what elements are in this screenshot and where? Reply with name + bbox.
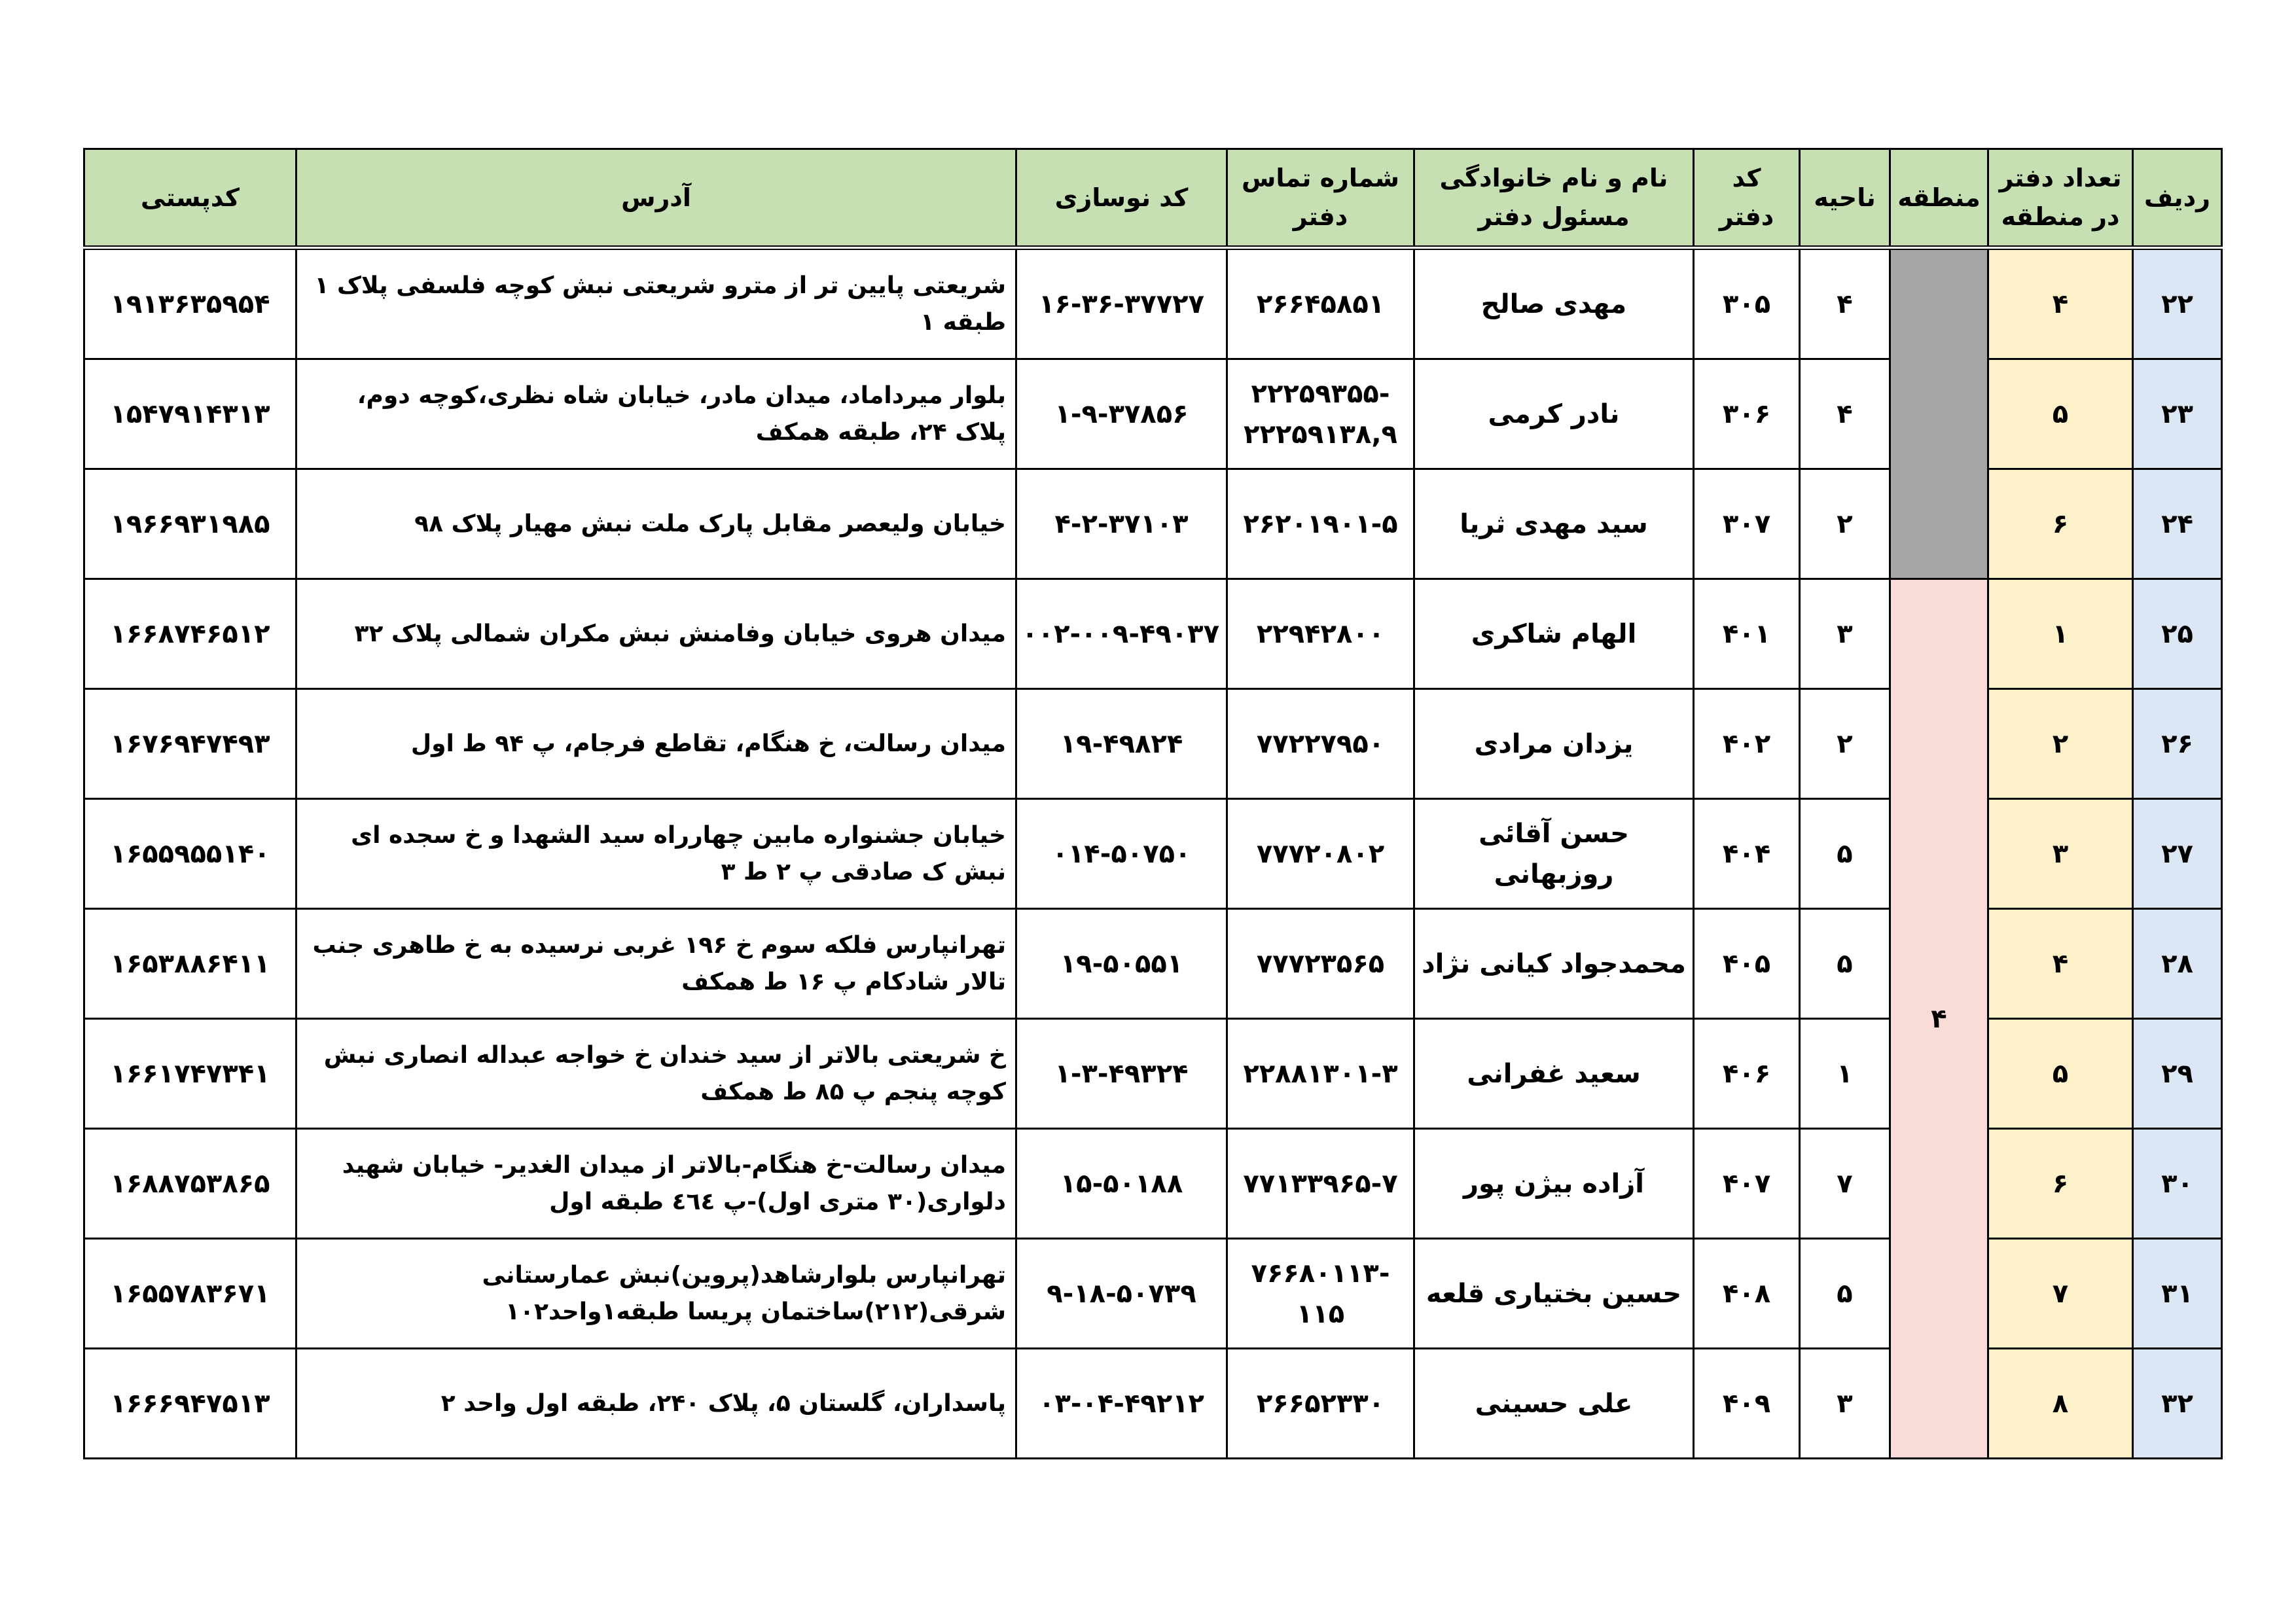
address-cell: تهرانپارس فلکه سوم خ ۱۹۶ غربی نرسیده به خ طاهری جنب تالار شادکام پ ۱۶ ط همکف: [296, 909, 1016, 1019]
address-cell: پاسداران، گلستان ۵، پلاک ۲۴۰، طبقه اول واحد ۲: [296, 1349, 1016, 1459]
header-postal-code: کدپستی: [84, 149, 296, 248]
postal-code-cell: ۱۹۶۶۹۳۱۹۸۵: [84, 469, 296, 579]
phone-cell: -۲۲۲۵۹۳۵۵ ۲۲۲۵۹۱۳۸,۹: [1227, 359, 1414, 469]
postal-code-cell: ۱۶۵۵۹۵۵۱۴۰: [84, 799, 296, 909]
office-code-cell: ۳۰۷: [1694, 469, 1800, 579]
zone-cell: [1890, 248, 1988, 579]
postal-code-cell: ۱۶۶۱۷۴۷۳۴۱: [84, 1019, 296, 1129]
count-in-zone-cell: ۳: [1988, 799, 2133, 909]
office-code-cell: ۴۰۷: [1694, 1129, 1800, 1239]
district-cell: ۷: [1800, 1129, 1890, 1239]
renovation-code-cell: ۰۳-۰۴-۴۹۲۱۲: [1016, 1349, 1227, 1459]
renovation-code-cell: ۱-۳-۴۹۳۲۴: [1016, 1019, 1227, 1129]
row-number-cell: ۲۶: [2133, 689, 2222, 799]
count-in-zone-cell: ۵: [1988, 359, 2133, 469]
manager-name-cell: آزاده بیژن پور: [1414, 1129, 1694, 1239]
address-cell: شریعتی پایین تر از مترو شریعتی نبش کوچه فلسفی پلاک ۱ طبقه ۱: [296, 248, 1016, 359]
office-code-cell: ۴۰۲: [1694, 689, 1800, 799]
renovation-code-cell: ۰۰۲-۰۰۹-۴۹۰۳۷: [1016, 579, 1227, 689]
manager-name-cell: حسین بختیاری قلعه: [1414, 1239, 1694, 1349]
renovation-code-cell: ۱-۹-۳۷۸۵۶: [1016, 359, 1227, 469]
district-cell: ۵: [1800, 909, 1890, 1019]
header-renovation-code: کد نوسازی: [1016, 149, 1227, 248]
row-number-cell: ۲۷: [2133, 799, 2222, 909]
header-office-code: کد دفتر: [1694, 149, 1800, 248]
count-in-zone-cell: ۲: [1988, 689, 2133, 799]
district-cell: ۳: [1800, 579, 1890, 689]
manager-name-cell: مهدی صالح: [1414, 248, 1694, 359]
address-cell: تهرانپارس بلوارشاهد(پروین)نبش عمارستانی شرقی(۲۱۲)ساختمان پریسا طبقه۱واحد۱۰۲: [296, 1239, 1016, 1349]
phone-cell: ۲۶۶۵۲۳۳۰: [1227, 1349, 1414, 1459]
manager-name-cell: نادر کرمی: [1414, 359, 1694, 469]
office-code-cell: ۴۰۸: [1694, 1239, 1800, 1349]
address-cell: بلوار میرداماد، میدان مادر، خیابان شاه نظری،کوچه دوم، پلاک ۲۴، طبقه همکف: [296, 359, 1016, 469]
renovation-code-cell: ۱۹-۵۰۵۵۱: [1016, 909, 1227, 1019]
office-code-cell: ۳۰۵: [1694, 248, 1800, 359]
postal-code-cell: ۱۶۵۵۷۸۳۶۷۱: [84, 1239, 296, 1349]
renovation-code-cell: ۹-۱۸-۵۰۷۳۹: [1016, 1239, 1227, 1349]
row-number-cell: ۲۵: [2133, 579, 2222, 689]
count-in-zone-cell: ۶: [1988, 1129, 2133, 1239]
office-code-cell: ۴۰۹: [1694, 1349, 1800, 1459]
manager-name-cell: حسن آقائی روزبهانی: [1414, 799, 1694, 909]
row-number-cell: ۳۲: [2133, 1349, 2222, 1459]
address-cell: میدان هروی خیابان وفامنش نبش مکران شمالی پلاک ۳۲: [296, 579, 1016, 689]
address-cell: خ شریعتی بالاتر از سید خندان خ خواجه عبداله انصاری نبش کوچه پنجم پ ۸۵ ط همکف: [296, 1019, 1016, 1129]
office-code-cell: ۴۰۱: [1694, 579, 1800, 689]
postal-code-cell: ۱۹۱۳۶۳۵۹۵۴: [84, 248, 296, 359]
phone-cell: ۲۶۶۴۵۸۵۱: [1227, 248, 1414, 359]
header-address: آدرس: [296, 149, 1016, 248]
renovation-code-cell: ۱۹-۴۹۸۲۴: [1016, 689, 1227, 799]
address-cell: میدان رسالت، خ هنگام، تقاطع فرجام، پ ۹۴ ط اول: [296, 689, 1016, 799]
phone-cell: ۲۲۸۸۱۳۰۱-۳: [1227, 1019, 1414, 1129]
header-zone: منطقه: [1890, 149, 1988, 248]
row-number-cell: ۲۴: [2133, 469, 2222, 579]
count-in-zone-cell: ۱: [1988, 579, 2133, 689]
phone-cell: -۷۶۶۸۰۱۱۳ ۱۱۵: [1227, 1239, 1414, 1349]
district-cell: ۲: [1800, 469, 1890, 579]
zone-cell: ۴: [1890, 579, 1988, 1459]
renovation-code-cell: ۰۱۴-۵۰۷۵۰: [1016, 799, 1227, 909]
renovation-code-cell: ۴-۲-۳۷۱۰۳: [1016, 469, 1227, 579]
district-cell: ۲: [1800, 689, 1890, 799]
count-in-zone-cell: ۸: [1988, 1349, 2133, 1459]
phone-cell: ۷۷۷۲۰۸۰۲: [1227, 799, 1414, 909]
district-cell: ۳: [1800, 1349, 1890, 1459]
header-manager-name: نام و نام خانوادگی مسئول دفتر: [1414, 149, 1694, 248]
district-cell: ۱: [1800, 1019, 1890, 1129]
phone-cell: ۷۷۲۲۷۹۵۰: [1227, 689, 1414, 799]
postal-code-cell: ۱۵۴۷۹۱۴۳۱۳: [84, 359, 296, 469]
phone-cell: ۲۶۲۰۱۹۰۱-۵: [1227, 469, 1414, 579]
row-number-cell: ۳۱: [2133, 1239, 2222, 1349]
postal-code-cell: ۱۶۸۸۷۵۳۸۶۵: [84, 1129, 296, 1239]
district-cell: ۴: [1800, 248, 1890, 359]
table-row: [84, 579, 2222, 689]
header-district: ناحیه: [1800, 149, 1890, 248]
phone-cell: ۷۷۷۲۳۵۶۵: [1227, 909, 1414, 1019]
phone-cell: ۷۷۱۳۳۹۶۵-۷: [1227, 1129, 1414, 1239]
address-cell: خیابان جشنواره مابین چهارراه سید الشهدا و خ سجده ای نبش ک صادقی پ ۲ ط ۳: [296, 799, 1016, 909]
renovation-code-cell: ۱۵-۵۰۱۸۸: [1016, 1129, 1227, 1239]
phone-cell: ۲۲۹۴۲۸۰۰: [1227, 579, 1414, 689]
table-row: [84, 248, 2222, 359]
count-in-zone-cell: ۷: [1988, 1239, 2133, 1349]
district-cell: ۵: [1800, 799, 1890, 909]
row-number-cell: ۲۲: [2133, 248, 2222, 359]
manager-name-cell: علی حسینی: [1414, 1349, 1694, 1459]
row-number-cell: ۲۳: [2133, 359, 2222, 469]
header-count-in-zone: تعداد دفتر در منطقه: [1988, 149, 2133, 248]
header-row: [84, 149, 2222, 248]
header-row-number: ردیف: [2133, 149, 2222, 248]
postal-code-cell: ۱۶۶۶۹۴۷۵۱۳: [84, 1349, 296, 1459]
header-phone: شماره تماس دفتر: [1227, 149, 1414, 248]
manager-name-cell: سید مهدی ثریا: [1414, 469, 1694, 579]
address-cell: خیابان ولیعصر مقابل پارک ملت نبش مهیار پلاک ۹۸: [296, 469, 1016, 579]
count-in-zone-cell: ۶: [1988, 469, 2133, 579]
count-in-zone-cell: ۵: [1988, 1019, 2133, 1129]
manager-name-cell: سعید غفرانی: [1414, 1019, 1694, 1129]
row-number-cell: ۳۰: [2133, 1129, 2222, 1239]
manager-name-cell: یزدان مرادی: [1414, 689, 1694, 799]
postal-code-cell: ۱۶۶۸۷۴۶۵۱۲: [84, 579, 296, 689]
count-in-zone-cell: ۴: [1988, 909, 2133, 1019]
district-cell: ۵: [1800, 1239, 1890, 1349]
office-code-cell: ۴۰۶: [1694, 1019, 1800, 1129]
office-code-cell: ۴۰۴: [1694, 799, 1800, 909]
count-in-zone-cell: ۴: [1988, 248, 2133, 359]
row-number-cell: ۲۸: [2133, 909, 2222, 1019]
manager-name-cell: الهام شاکری: [1414, 579, 1694, 689]
table-body: [84, 248, 2222, 1459]
office-code-cell: ۳۰۶: [1694, 359, 1800, 469]
row-number-cell: ۲۹: [2133, 1019, 2222, 1129]
postal-code-cell: ۱۶۷۶۹۴۷۴۹۳: [84, 689, 296, 799]
renovation-code-cell: ۱۶-۳۶-۳۷۷۲۷: [1016, 248, 1227, 359]
district-cell: ۴: [1800, 359, 1890, 469]
offices-table: [83, 148, 2223, 1459]
office-code-cell: ۴۰۵: [1694, 909, 1800, 1019]
address-cell: میدان رسالت-خ هنگام-بالاتر از میدان الغدیر- خیابان شهید دلواری(۳۰ متری اول)-پ ٤٦٤ طبقه اول: [296, 1129, 1016, 1239]
postal-code-cell: ۱۶۵۳۸۸۶۴۱۱: [84, 909, 296, 1019]
manager-name-cell: محمدجواد کیانی نژاد: [1414, 909, 1694, 1019]
